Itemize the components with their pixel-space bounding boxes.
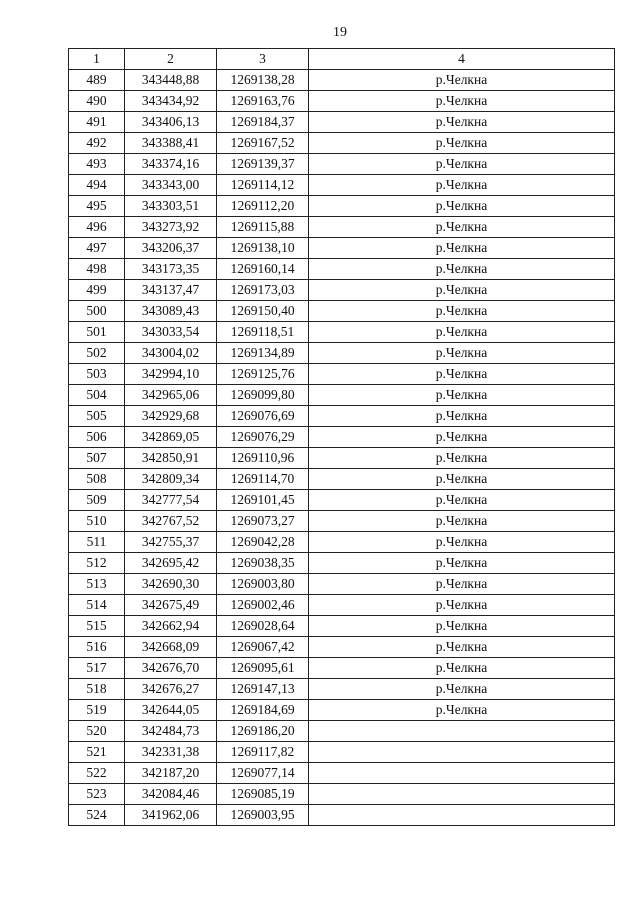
x-coordinate-cell: 342767,52 [125, 511, 217, 532]
table-row [69, 511, 615, 532]
y-coordinate-cell: 1269099,80 [217, 385, 309, 406]
x-coordinate-cell: 343033,54 [125, 322, 217, 343]
table-row [69, 469, 615, 490]
x-coordinate-cell: 342850,91 [125, 448, 217, 469]
table-row [69, 154, 615, 175]
description-cell: р.Челкна [309, 406, 615, 427]
x-coordinate-cell: 342755,37 [125, 532, 217, 553]
description-cell: р.Челкна [309, 679, 615, 700]
x-coordinate-cell: 343448,88 [125, 70, 217, 91]
point-number-cell: 517 [69, 658, 125, 679]
table-row [69, 784, 615, 805]
description-cell [309, 742, 615, 763]
table-header [69, 49, 615, 70]
point-number-cell: 503 [69, 364, 125, 385]
table-row [69, 742, 615, 763]
y-coordinate-cell: 1269028,64 [217, 616, 309, 637]
y-coordinate-cell: 1269112,20 [217, 196, 309, 217]
x-coordinate-cell: 343343,00 [125, 175, 217, 196]
point-number-cell: 493 [69, 154, 125, 175]
point-number-cell: 509 [69, 490, 125, 511]
description-cell: р.Челкна [309, 511, 615, 532]
point-number-cell: 504 [69, 385, 125, 406]
description-cell: р.Челкна [309, 343, 615, 364]
x-coordinate-cell: 343004,02 [125, 343, 217, 364]
header-col-1: 1 [69, 49, 125, 70]
table-row [69, 490, 615, 511]
page-number: 19 [333, 25, 347, 40]
y-coordinate-cell: 1269163,76 [217, 91, 309, 112]
description-cell: р.Челкна [309, 154, 615, 175]
y-coordinate-cell: 1269003,80 [217, 574, 309, 595]
description-cell: р.Челкна [309, 574, 615, 595]
x-coordinate-cell: 342869,05 [125, 427, 217, 448]
x-coordinate-cell: 343206,37 [125, 238, 217, 259]
point-number-cell: 499 [69, 280, 125, 301]
y-coordinate-cell: 1269160,14 [217, 259, 309, 280]
point-number-cell: 490 [69, 91, 125, 112]
y-coordinate-cell: 1269038,35 [217, 553, 309, 574]
description-cell: р.Челкна [309, 469, 615, 490]
point-number-cell: 521 [69, 742, 125, 763]
y-coordinate-cell: 1269184,69 [217, 700, 309, 721]
y-coordinate-cell: 1269139,37 [217, 154, 309, 175]
point-number-cell: 513 [69, 574, 125, 595]
header-col-2: 2 [125, 49, 217, 70]
point-number-cell: 498 [69, 259, 125, 280]
description-cell: р.Челкна [309, 658, 615, 679]
y-coordinate-cell: 1269125,76 [217, 364, 309, 385]
y-coordinate-cell: 1269077,14 [217, 763, 309, 784]
y-coordinate-cell: 1269167,52 [217, 133, 309, 154]
table-row [69, 532, 615, 553]
header-col-4: 4 [309, 49, 615, 70]
table-row [69, 385, 615, 406]
description-cell: р.Челкна [309, 637, 615, 658]
x-coordinate-cell: 343089,43 [125, 301, 217, 322]
y-coordinate-cell: 1269085,19 [217, 784, 309, 805]
point-number-cell: 524 [69, 805, 125, 826]
y-coordinate-cell: 1269115,88 [217, 217, 309, 238]
description-cell: р.Челкна [309, 301, 615, 322]
point-number-cell: 500 [69, 301, 125, 322]
table-row [69, 427, 615, 448]
table-row [69, 133, 615, 154]
description-cell [309, 805, 615, 826]
point-number-cell: 515 [69, 616, 125, 637]
y-coordinate-cell: 1269067,42 [217, 637, 309, 658]
description-cell: р.Челкна [309, 238, 615, 259]
table-row [69, 553, 615, 574]
y-coordinate-cell: 1269073,27 [217, 511, 309, 532]
table-row [69, 280, 615, 301]
y-coordinate-cell: 1269076,29 [217, 427, 309, 448]
table-row [69, 196, 615, 217]
description-cell: р.Челкна [309, 595, 615, 616]
point-number-cell: 508 [69, 469, 125, 490]
point-number-cell: 495 [69, 196, 125, 217]
point-number-cell: 510 [69, 511, 125, 532]
x-coordinate-cell: 343273,92 [125, 217, 217, 238]
header-col-3: 3 [217, 49, 309, 70]
y-coordinate-cell: 1269042,28 [217, 532, 309, 553]
point-number-cell: 494 [69, 175, 125, 196]
point-number-cell: 505 [69, 406, 125, 427]
table-row [69, 763, 615, 784]
x-coordinate-cell: 342690,30 [125, 574, 217, 595]
point-number-cell: 491 [69, 112, 125, 133]
table-row [69, 679, 615, 700]
x-coordinate-cell: 342676,70 [125, 658, 217, 679]
y-coordinate-cell: 1269003,95 [217, 805, 309, 826]
y-coordinate-cell: 1269134,89 [217, 343, 309, 364]
point-number-cell: 511 [69, 532, 125, 553]
description-cell: р.Челкна [309, 196, 615, 217]
x-coordinate-cell: 343388,41 [125, 133, 217, 154]
point-number-cell: 516 [69, 637, 125, 658]
point-number-cell: 506 [69, 427, 125, 448]
point-number-cell: 507 [69, 448, 125, 469]
y-coordinate-cell: 1269117,82 [217, 742, 309, 763]
point-number-cell: 523 [69, 784, 125, 805]
description-cell: р.Челкна [309, 700, 615, 721]
x-coordinate-cell: 342777,54 [125, 490, 217, 511]
x-coordinate-cell: 342668,09 [125, 637, 217, 658]
description-cell [309, 721, 615, 742]
table-row [69, 175, 615, 196]
table-row [69, 574, 615, 595]
y-coordinate-cell: 1269076,69 [217, 406, 309, 427]
x-coordinate-cell: 343406,13 [125, 112, 217, 133]
point-number-cell: 496 [69, 217, 125, 238]
x-coordinate-cell: 342929,68 [125, 406, 217, 427]
table-row [69, 637, 615, 658]
table-row [69, 805, 615, 826]
x-coordinate-cell: 342695,42 [125, 553, 217, 574]
description-cell: р.Челкна [309, 616, 615, 637]
x-coordinate-cell: 342187,20 [125, 763, 217, 784]
y-coordinate-cell: 1269118,51 [217, 322, 309, 343]
point-number-cell: 489 [69, 70, 125, 91]
y-coordinate-cell: 1269002,46 [217, 595, 309, 616]
y-coordinate-cell: 1269150,40 [217, 301, 309, 322]
description-cell: р.Челкна [309, 490, 615, 511]
description-cell: р.Челкна [309, 70, 615, 91]
x-coordinate-cell: 342965,06 [125, 385, 217, 406]
table-row [69, 301, 615, 322]
table-row [69, 343, 615, 364]
table-row [69, 658, 615, 679]
x-coordinate-cell: 343173,35 [125, 259, 217, 280]
description-cell: р.Челкна [309, 364, 615, 385]
point-number-cell: 518 [69, 679, 125, 700]
description-cell: р.Челкна [309, 280, 615, 301]
description-cell: р.Челкна [309, 385, 615, 406]
y-coordinate-cell: 1269114,70 [217, 469, 309, 490]
x-coordinate-cell: 342676,27 [125, 679, 217, 700]
description-cell: р.Челкна [309, 322, 615, 343]
x-coordinate-cell: 342809,34 [125, 469, 217, 490]
table-row [69, 70, 615, 91]
point-number-cell: 512 [69, 553, 125, 574]
description-cell: р.Челкна [309, 532, 615, 553]
x-coordinate-cell: 342084,46 [125, 784, 217, 805]
table-row [69, 448, 615, 469]
table-row [69, 721, 615, 742]
x-coordinate-cell: 343137,47 [125, 280, 217, 301]
description-cell: р.Челкна [309, 112, 615, 133]
point-number-cell: 492 [69, 133, 125, 154]
y-coordinate-cell: 1269101,45 [217, 490, 309, 511]
point-number-cell: 501 [69, 322, 125, 343]
x-coordinate-cell: 342675,49 [125, 595, 217, 616]
table-row [69, 112, 615, 133]
table-row [69, 238, 615, 259]
table-row [69, 322, 615, 343]
x-coordinate-cell: 342484,73 [125, 721, 217, 742]
description-cell: р.Челкна [309, 448, 615, 469]
table-row [69, 616, 615, 637]
x-coordinate-cell: 343374,16 [125, 154, 217, 175]
point-number-cell: 502 [69, 343, 125, 364]
x-coordinate-cell: 342994,10 [125, 364, 217, 385]
x-coordinate-cell: 342331,38 [125, 742, 217, 763]
description-cell: р.Челкна [309, 259, 615, 280]
point-number-cell: 514 [69, 595, 125, 616]
description-cell: р.Челкна [309, 217, 615, 238]
point-number-cell: 497 [69, 238, 125, 259]
table-row [69, 217, 615, 238]
x-coordinate-cell: 341962,06 [125, 805, 217, 826]
table-row [69, 700, 615, 721]
y-coordinate-cell: 1269184,37 [217, 112, 309, 133]
y-coordinate-cell: 1269138,10 [217, 238, 309, 259]
point-number-cell: 520 [69, 721, 125, 742]
y-coordinate-cell: 1269147,13 [217, 679, 309, 700]
y-coordinate-cell: 1269110,96 [217, 448, 309, 469]
y-coordinate-cell: 1269114,12 [217, 175, 309, 196]
description-cell: р.Челкна [309, 91, 615, 112]
table-row [69, 91, 615, 112]
x-coordinate-cell: 342644,05 [125, 700, 217, 721]
table-row [69, 364, 615, 385]
description-cell: р.Челкна [309, 175, 615, 196]
point-number-cell: 519 [69, 700, 125, 721]
x-coordinate-cell: 343303,51 [125, 196, 217, 217]
table-row [69, 406, 615, 427]
description-cell [309, 784, 615, 805]
coordinates-table [68, 48, 615, 826]
table-row [69, 259, 615, 280]
header-row [69, 49, 615, 70]
y-coordinate-cell: 1269095,61 [217, 658, 309, 679]
x-coordinate-cell: 342662,94 [125, 616, 217, 637]
x-coordinate-cell: 343434,92 [125, 91, 217, 112]
table-row [69, 595, 615, 616]
y-coordinate-cell: 1269186,20 [217, 721, 309, 742]
table-body [69, 70, 615, 826]
y-coordinate-cell: 1269173,03 [217, 280, 309, 301]
description-cell: р.Челкна [309, 133, 615, 154]
description-cell [309, 763, 615, 784]
description-cell: р.Челкна [309, 427, 615, 448]
y-coordinate-cell: 1269138,28 [217, 70, 309, 91]
description-cell: р.Челкна [309, 553, 615, 574]
point-number-cell: 522 [69, 763, 125, 784]
